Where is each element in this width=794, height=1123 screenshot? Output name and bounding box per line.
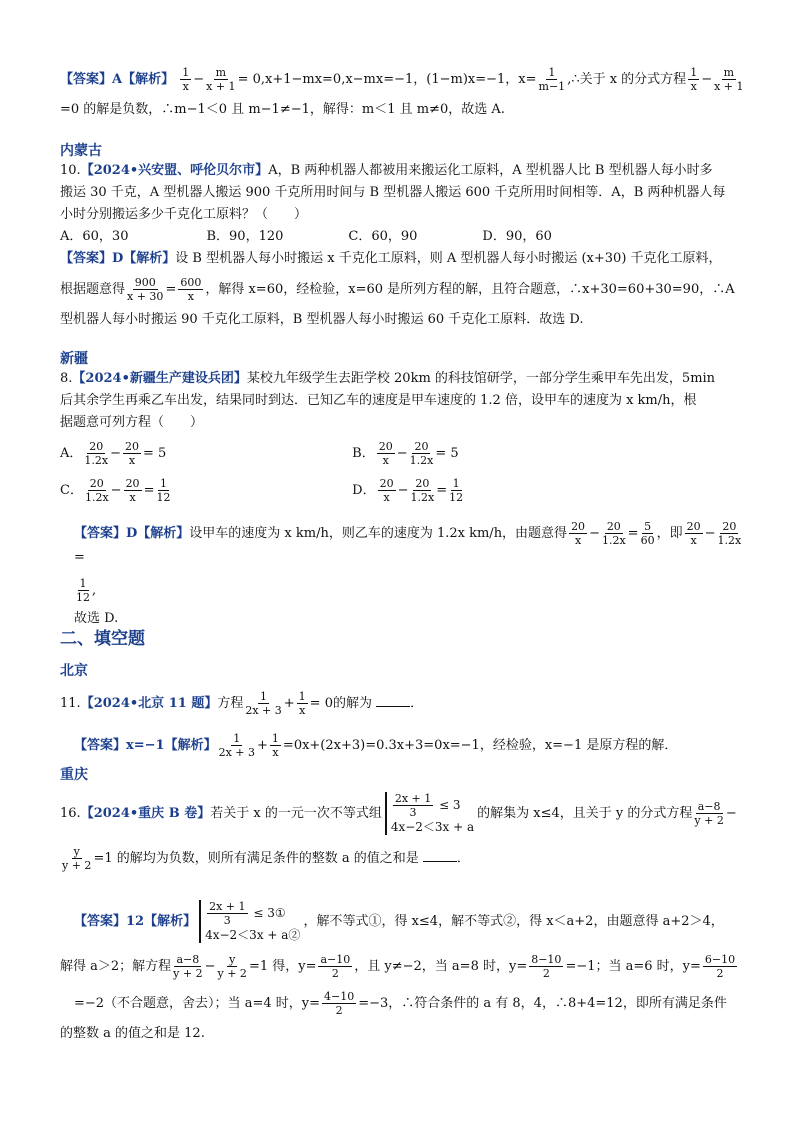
q8-option-d: D． $\frac{20}{x}$ − $\frac{20}{1.2x}$ = $\frac{1}{12}$ <box>352 477 464 504</box>
question-8: 8.【2024•新疆生产建设兵团】某校九年级学生去距学校 20km 的科技馆研学，一部分学生乘甲车先出发，5min 后其余学生再乘乙车出发，结果同时到达．已知乙车的速度是甲车速度的 1.2 倍，设甲车的速度为 x km/h，根 据题意可列方程（ ） A． $\frac{20}{1.2x}$ − $\frac{20}{x}$ = 5 B． $\frac{20}{x}$ − $\frac{20}{1.2x}$ = 5 C． $\frac{20}{1.2x}$ − $\frac{20}{x}$ = $\frac{1}{12}$ D． $\frac{20}{x}$ − $\frac{20}{1.2x}$ = $\frac{1}{12}$ <box>60 371 716 504</box>
answer-8: 【答案】D【解析】设甲车的速度为 x km/h，则乙车的速度为 1.2x km/h，由题意得 $\frac{20}{x}$ − $\frac{20}{1.2x}$ = $\frac{5}{60}$ ，即 $\frac{20}{x}$ − $\frac{20}{1.2x}$ = $\frac{1}{12}$ , 故选 D. <box>74 520 742 626</box>
q8-option-b: B． $\frac{20}{x}$ − $\frac{20}{1.2x}$ = 5 <box>352 440 459 467</box>
region-heading-cq: 重庆 <box>60 767 88 783</box>
region-heading-nmg: 内蒙古 <box>60 143 102 159</box>
answer-10: 【答案】D【解析】设 B 型机器人每小时搬运 x 千克化工原料，则 A 型机器人每小时搬运 (x+30) 千克化工原料， 根据题意得 $\frac{900}{x + 30}$ = $\frac{600}{x}$ ，解得 x=60，经检验，x=60 是所列方程的解，且符合题意，∴x+30=60+30=90，∴A 型机器人每小时搬运 90 千克化工原料，B 型机器人每小时搬运 60 千克化工原料．故选 D. <box>60 251 735 327</box>
region-heading-xj: 新疆 <box>60 351 88 367</box>
answer-11: 【答案】x=−1【解析】 $\frac{1}{2x + 3}$ + $\frac{1}{x}$ =0x+(2x+3)=0.3x+3=0x=−1，经检验，x=−1 是原方程的解． <box>74 732 678 759</box>
question-11: 11.【2024•北京 11 题】方程 $\frac{1}{2x + 3}$ + $\frac{1}{x}$ = 0的解为 ． <box>60 690 424 717</box>
q10-options: A．60，30 B．90，120 C．60，90 D．90，60 <box>60 229 552 244</box>
answer-blank <box>376 706 410 707</box>
question-10: 10.【2024•兴安盟、呼伦贝尔市】A，B 两种机器人都被用来搬运化工原料，A 型机器人比 B 型机器人每小时多 搬运 30 千克，A 型机器人搬运 900 千克所用时间与 B 型机器人搬运 600 千克所用时间相等．A，B 两种机器人每 小时分别搬运多少千克化工原料？（ ） A．60，30 B．90，120 C．60，90 D．90，60 <box>60 160 750 248</box>
q8-option-a: A． $\frac{20}{1.2x}$ − $\frac{20}{x}$ = 5 <box>60 440 167 467</box>
answer-prev-line2: =0 的解是负数，∴m−1＜0 且 m−1≠−1，解得：m＜1 且 m≠0，故选 A. <box>60 102 505 117</box>
section-title-fill-blank: 二、填空题 <box>60 629 145 649</box>
answer-16: 【答案】12【解析】 $\frac{2x + 1}{3}$ ≤ 3① 4x−2＜3x + a② ，解不等式①，得 x≤4，解不等式②，得 x＜a+2，由题意得 a+2＞4， 解得 a＞2；解方程 $\frac{a-8}{y + 2}$ − $\frac{y}{y + 2}$ =1 得，y= $\frac{a-10}{2}$ ，且 y≠−2，当 a=8 时，y= $\frac{8-10}{2}$ =−1；当 a=6 时，y= $\frac{6-10}{2}$ =−2（不合题意，舍去）；当 a=4 时，y= $\frac{4-10}{2}$ =−3，∴符合条件的 a 有 8，4，∴8+4=12，即所有满足条件 的整数 a 的值之和是 12. <box>60 900 736 1041</box>
region-heading-bj: 北京 <box>60 663 88 679</box>
q8-option-c: C． $\frac{20}{1.2x}$ − $\frac{20}{x}$ = $\frac{1}{12}$ <box>60 477 171 504</box>
answer-prev: 【答案】A【解析】 $\frac{1}{x}$ − $\frac{m}{x + 1}$ = 0,x+1−mx=0,x−mx=−1，(1−m)x=−1，x= $\frac{1}{m-1}$ ,∴关于 x 的分式方程 $\frac{1}{x}$ − $\frac{m}{x + 1}$ <box>60 66 744 93</box>
question-16: 16.【2024•重庆 B 卷】若关于 x 的一元一次不等式组 $\frac{2x + 1}{3}$ ≤ 3 4x−2＜3x + a 的解集为 x≤4，且关于 y 的分式方程 $\frac{a-8}{y + 2}$ − $\frac{y}{y + 2}$ =1 的解均为负数，则所有满足条件的整数 a 的值之和是 ． <box>60 792 737 872</box>
